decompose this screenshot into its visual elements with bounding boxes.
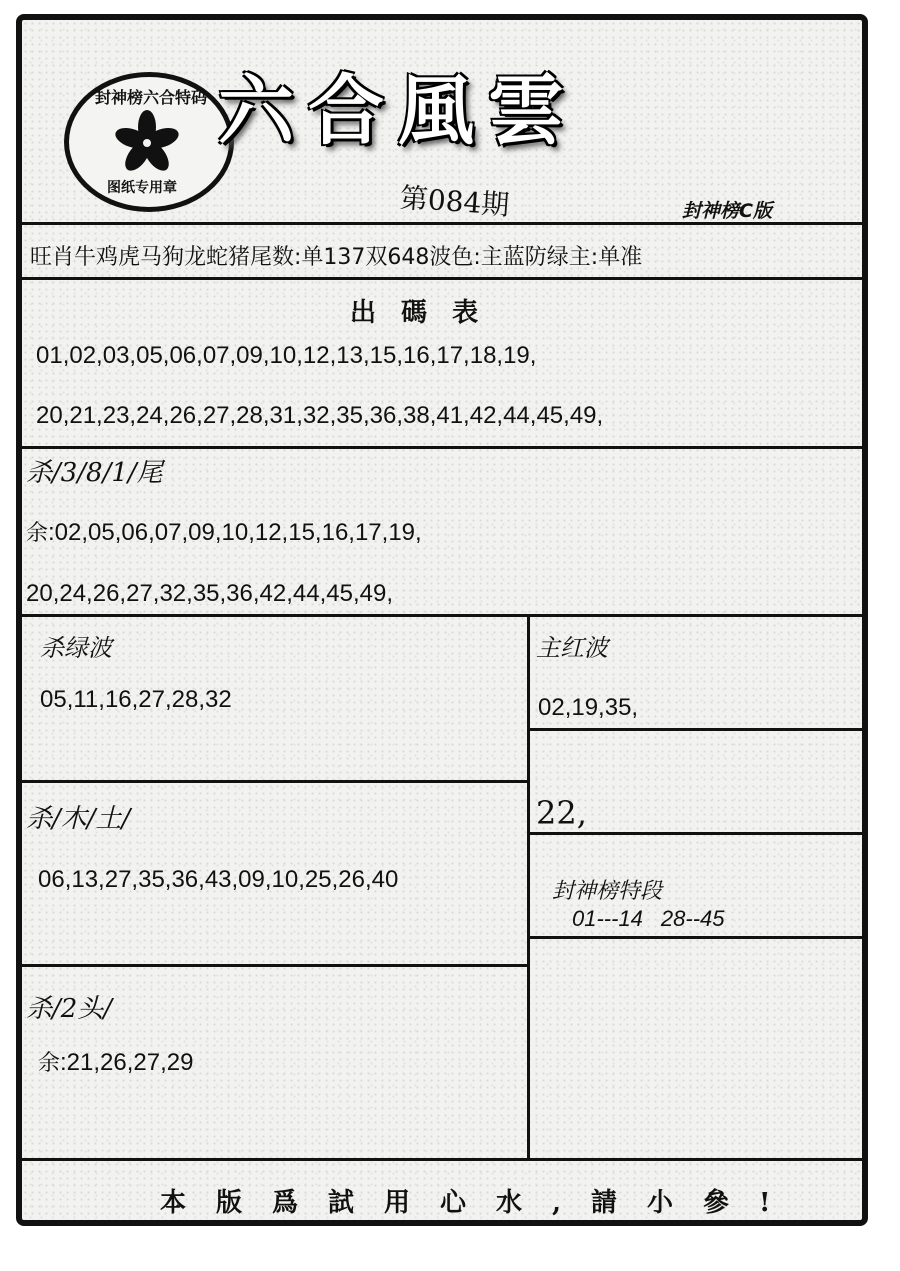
kill-element-numbers: 06,13,27,35,36,43,09,10,25,26,40 — [38, 866, 399, 893]
code-table-line-2: 20,21,23,24,26,27,28,31,32,35,36,38,41,42,44,45,49, — [36, 402, 604, 429]
divider — [527, 728, 862, 731]
kill-green-title: 杀绿波 — [40, 634, 112, 662]
divider — [22, 1158, 862, 1161]
code-table-title: 出 碼 表 — [350, 298, 487, 328]
rest-label: 余 — [38, 1051, 61, 1076]
range-2: 28--45 — [660, 906, 725, 931]
range-1: 01---14 — [572, 906, 643, 931]
main-red-title: 主红波 — [536, 634, 608, 662]
kill-element-title: 杀/木/土/ — [26, 804, 131, 834]
kill-green-numbers: 05,11,16,27,28,32 — [40, 686, 232, 713]
kill-tail-line-2: 20,24,26,27,32,35,36,42,44,45,49, — [26, 580, 393, 607]
page-title: 六合風雲 — [218, 66, 578, 155]
column-divider — [527, 614, 530, 1158]
seal-bottom-text: 图纸专用章 — [107, 180, 177, 196]
version-label: 封神榜C版 — [682, 200, 772, 222]
special-segment-ranges — [572, 906, 725, 932]
kill-head-line — [38, 1046, 193, 1077]
special-segment-title: 封神榜特段 — [552, 879, 663, 904]
divider — [22, 222, 862, 225]
divider — [527, 936, 862, 939]
divider — [22, 446, 862, 449]
single-number: 22, — [536, 794, 587, 832]
seal-ring-text: 封神榜六合特码 — [95, 88, 208, 107]
kill-head-title: 杀/2头/ — [26, 994, 113, 1024]
info-line: 旺肖牛鸡虎马狗龙蛇猪尾数:单137双648波色:主蓝防绿主:单准 — [30, 245, 643, 270]
divider — [22, 780, 529, 783]
footer-note: 本版爲試用心水,請小參! — [160, 1188, 801, 1218]
kill-tail-line-1 — [26, 516, 422, 547]
kill-tail-numbers-1: :02,05,06,07,09,10,12,15,16,17,19, — [48, 519, 422, 546]
divider — [22, 277, 862, 280]
divider — [22, 964, 529, 967]
official-seal — [64, 72, 234, 212]
main-red-numbers: 02,19,35, — [538, 694, 639, 721]
lottery-sheet — [16, 14, 868, 1226]
kill-tail-title: 杀/3/8/1/尾 — [26, 458, 163, 488]
code-table-line-1: 01,02,03,05,06,07,09,10,12,13,15,16,17,18,19, — [36, 342, 537, 369]
divider — [527, 832, 862, 835]
rest-label: 余 — [26, 521, 49, 546]
divider — [22, 614, 862, 617]
issue-number: 第084期 — [398, 181, 511, 222]
kill-head-numbers: :21,26,27,29 — [60, 1049, 194, 1076]
